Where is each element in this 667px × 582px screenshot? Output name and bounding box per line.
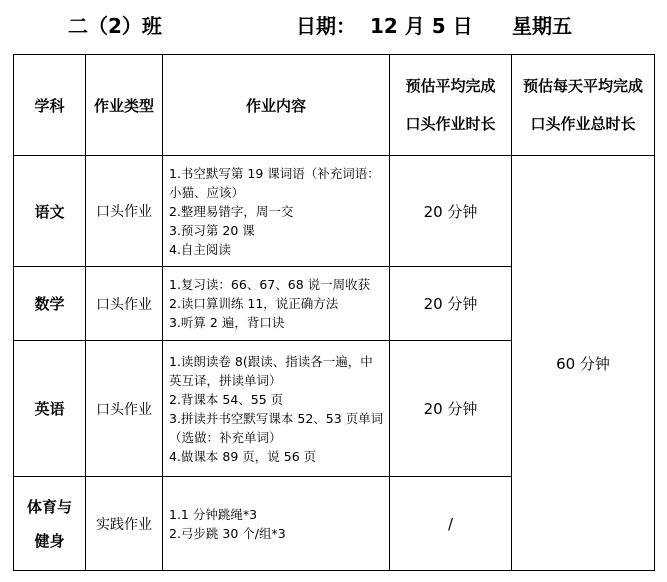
date-value: 12 月 5 日 xyxy=(370,14,473,38)
table-header-row xyxy=(14,55,655,156)
type-cell: 实践作业 xyxy=(86,477,163,571)
header-avg-time-line1: 预估平均完成 xyxy=(405,77,496,95)
table-row xyxy=(14,156,655,267)
content-item: 2.整理易错字，周一交 xyxy=(169,203,294,219)
header-content: 作业内容 xyxy=(163,55,390,156)
content-item: 3.听算 2 遍，背口诀 xyxy=(169,315,285,330)
subject-cell: 语文 xyxy=(14,156,86,267)
type-cell: 口头作业 xyxy=(86,341,163,477)
header-daily-total xyxy=(512,55,655,156)
content-item: 1.读朗读卷 8(跟读、指读各一遍，中英互译，拼读单词） xyxy=(169,353,373,388)
content-item: 4.做课本 89 页，说 56 页 xyxy=(169,448,317,464)
content-item: 1.1 分钟跳绳*3 xyxy=(169,506,258,522)
date-label: 日期： xyxy=(296,14,356,38)
daily-total-cell: 60 分钟 xyxy=(512,156,655,571)
content-cell xyxy=(163,341,390,477)
content-item: 3.预习第 20 课 xyxy=(169,222,255,238)
header-subject: 学科 xyxy=(14,55,86,156)
homework-table xyxy=(13,54,655,571)
header-avg-time xyxy=(390,55,512,156)
class-name: 二（2）班 xyxy=(68,14,162,38)
subject-line: 健身 xyxy=(34,531,65,550)
subject-cell xyxy=(14,477,86,571)
content-item: 2.读口算训练 11，说正确方法 xyxy=(169,296,339,311)
page-header xyxy=(0,10,667,38)
content-item: 2.弓步跳 30 个/组*3 xyxy=(169,525,286,541)
time-cell: / xyxy=(390,477,512,571)
time-cell: 20 分钟 xyxy=(390,341,512,477)
subject-cell: 数学 xyxy=(14,267,86,341)
subject-cell: 英语 xyxy=(14,341,86,477)
content-cell xyxy=(163,156,390,267)
time-cell: 20 分钟 xyxy=(390,156,512,267)
header-avg-time-line2: 口头作业时长 xyxy=(405,115,496,133)
weekday: 星期五 xyxy=(512,14,572,38)
content-item: 4.自主阅读 xyxy=(169,241,231,257)
content-item: 1.书空默写第 19 课词语（补充词语：小猫、应该） xyxy=(169,165,380,200)
subject-line: 体育与 xyxy=(26,497,72,516)
type-cell: 口头作业 xyxy=(86,156,163,267)
header-daily-total-line2: 口头作业总时长 xyxy=(530,115,636,133)
header-type: 作业类型 xyxy=(86,55,163,156)
time-cell: 20 分钟 xyxy=(390,267,512,341)
type-cell: 口头作业 xyxy=(86,267,163,341)
content-item: 2.背课本 54、55 页 xyxy=(169,391,284,407)
content-item: 1.复习读：66、67、68 说一周收获 xyxy=(169,277,371,292)
content-cell xyxy=(163,477,390,571)
header-daily-total-line1: 预估每天平均完成 xyxy=(522,77,643,95)
content-cell xyxy=(163,267,390,341)
content-item: 3.拼读并书空默写课本 52、53 页单词（选做：补充单词） xyxy=(169,410,384,445)
